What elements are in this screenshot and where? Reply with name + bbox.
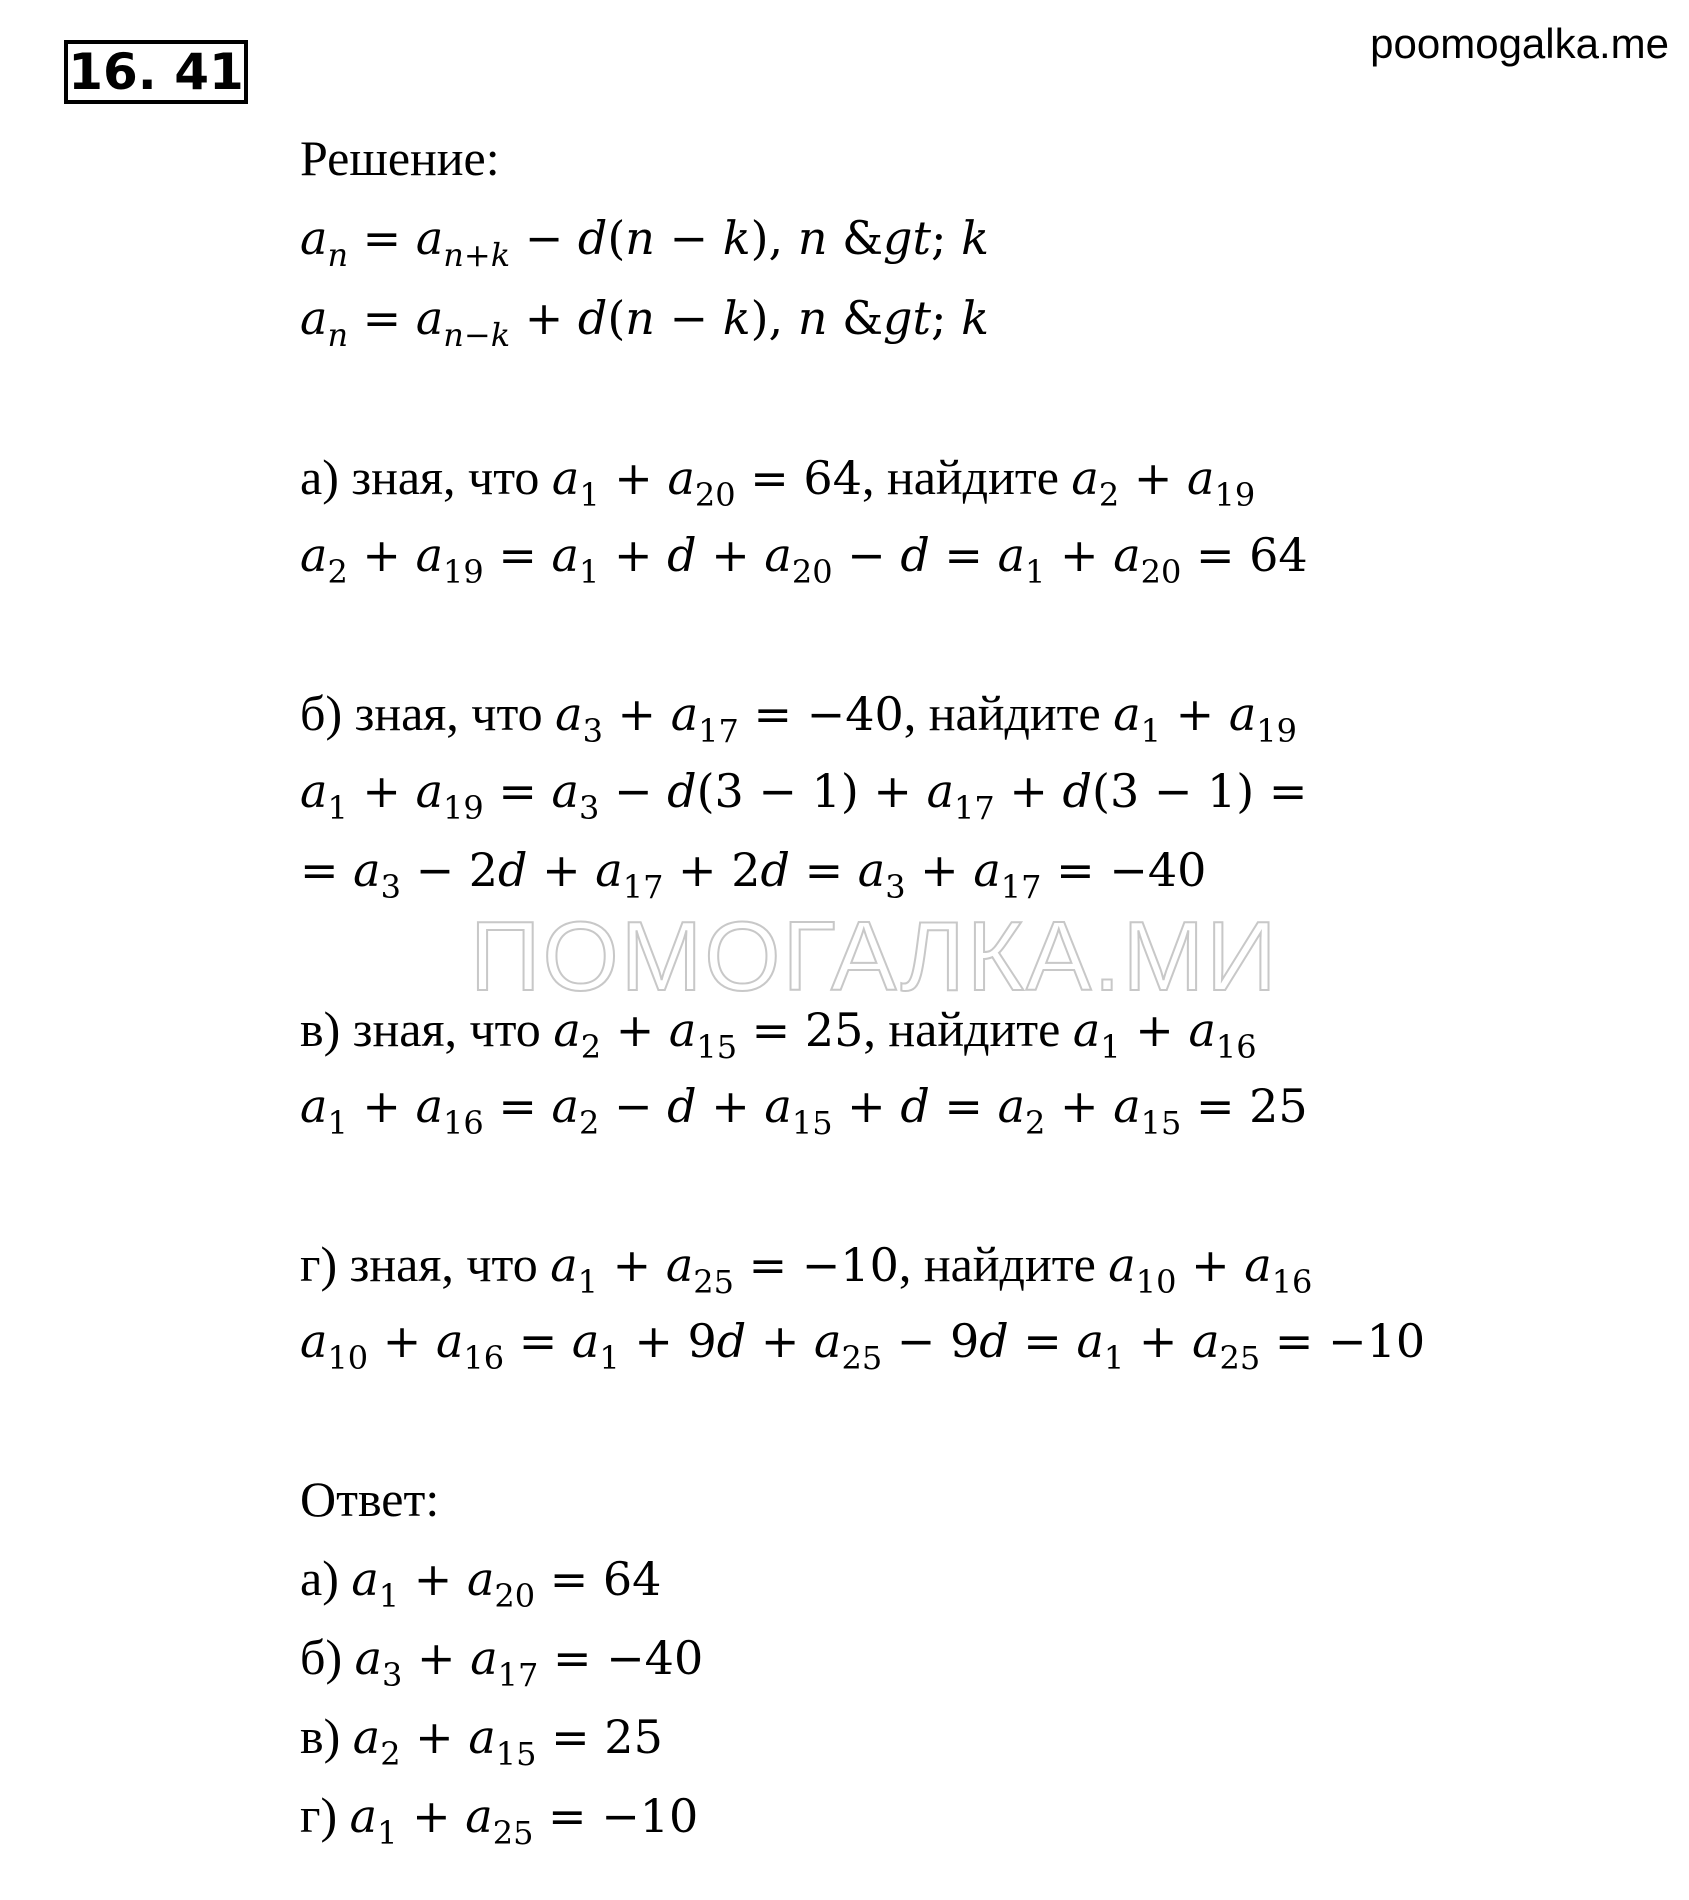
part-c-given: $a_2 + a_{15} = 25$ (553, 1003, 864, 1066)
part-d-condition (300, 1236, 1313, 1301)
part-a-phrase-known: зная, что (351, 449, 540, 505)
site-name: poomogalka.me (1370, 20, 1669, 67)
answer-item-b (300, 1629, 704, 1694)
part-c-work-1: $a_1 + a_{16} = a_2 - d + a_{15} + d = a_2 + a_{15} = 25$ (300, 1079, 1308, 1142)
answer-item-c (300, 1708, 663, 1773)
part-b-given: $a_3 + a_{17} = -40$ (555, 687, 904, 750)
answer-b-label: б) (300, 1629, 343, 1685)
solution-title: Решение: (300, 130, 500, 186)
part-b-phrase-known: зная, что (354, 685, 543, 741)
part-c-condition (300, 1001, 1257, 1066)
part-b-label: б) (300, 685, 343, 741)
part-d-label: г) (300, 1236, 338, 1292)
part-a-condition (300, 449, 1256, 514)
part-a-find: $a_2 + a_{19}$ (1071, 451, 1256, 514)
part-d-phrase-known: зная, что (349, 1236, 538, 1292)
part-d-phrase-find: , найдите (898, 1236, 1096, 1292)
answer-b-value: $a_3 + a_{17} = -40$ (354, 1631, 704, 1694)
problem-number: 16. 41 (64, 40, 248, 104)
part-d-work-1: $a_{10} + a_{16} = a_1 + 9d + a_{25} - 9d = a_1 + a_{25} = -10$ (300, 1314, 1426, 1377)
part-b-work-1: $a_1 + a_{19} = a_3 - d(3 - 1) + a_{17} + d(3 - 1)$ = (300, 764, 1308, 827)
part-b-work-2: = $a_3 - 2d + a_{17} + 2d = a_3 + a_{17} = -40$ (300, 843, 1207, 906)
answer-item-a (300, 1550, 662, 1615)
answer-a-label: а) (300, 1550, 339, 1606)
answer-d-value: $a_1 + a_{25} = -10$ (349, 1789, 699, 1852)
part-b-phrase-find: , найдите (903, 685, 1101, 741)
part-c-find: $a_1 + a_{16}$ (1072, 1003, 1257, 1066)
part-a-work-1: $a_2 + a_{19} = a_1 + d + a_{20} - d = a_1 + a_{20} = 64$ (300, 528, 1308, 591)
answer-title: Ответ: (300, 1471, 440, 1527)
formula-1: $a_n = a_{n+k} - d(n - k)$, n &gt; k (300, 211, 989, 274)
answer-c-label: в) (300, 1708, 341, 1764)
part-a-given: $a_1 + a_{20} = 64$ (551, 451, 862, 514)
answer-d-label: г) (300, 1787, 338, 1843)
watermark: ПОМОГАЛКА.МИ (470, 901, 1279, 1011)
answer-item-d (300, 1787, 699, 1852)
formula-2: $a_n = a_{n-k} + d(n - k)$, n &gt; k (300, 291, 989, 354)
answer-a-value: $a_1 + a_{20} = 64$ (351, 1552, 662, 1615)
part-a-label: а) (300, 449, 339, 505)
part-c-phrase-known: зная, что (352, 1001, 541, 1057)
part-b-find: $a_1 + a_{19}$ (1113, 687, 1297, 750)
part-b-condition (300, 685, 1297, 750)
part-d-find: $a_{10} + a_{16}$ (1108, 1238, 1313, 1301)
part-c-phrase-find: , найдите (863, 1001, 1061, 1057)
part-a-phrase-find: , найдите (861, 449, 1059, 505)
answer-c-value: $a_2 + a_{15} = 25$ (352, 1710, 663, 1773)
part-d-given: $a_1 + a_{25} = -10$ (550, 1238, 899, 1301)
part-c-label: в) (300, 1001, 341, 1057)
